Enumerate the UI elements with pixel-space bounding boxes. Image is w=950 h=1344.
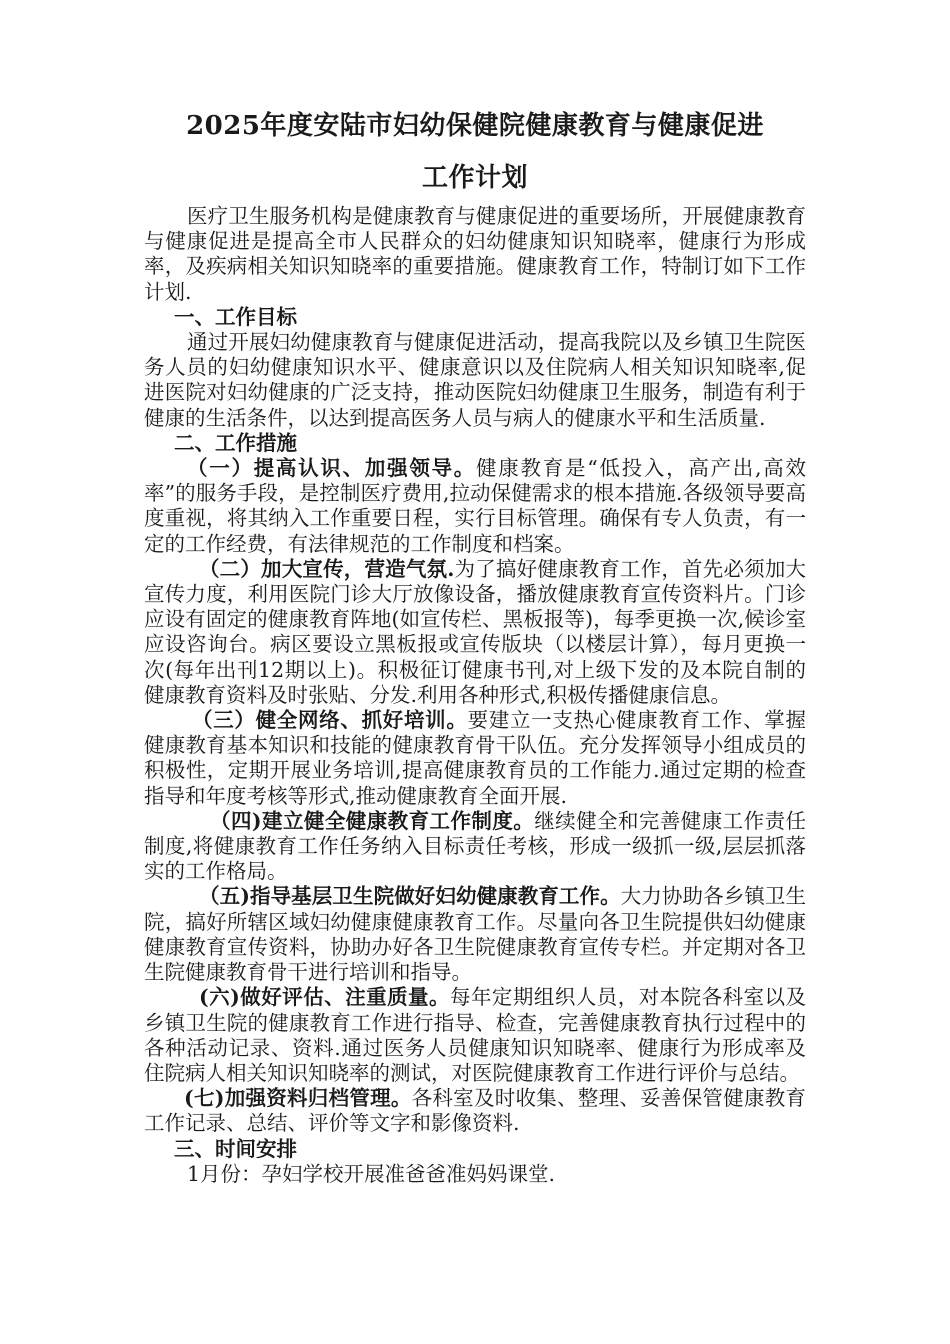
measure-item-7-text: 各科室及时收集、整理、妥善保管健康教育工作记录、总结、评价等文字和影像资料. [144, 1086, 806, 1136]
title-line-2: 工作计划 [421, 163, 528, 193]
measure-item-5-text: 大力协助各乡镇卫生院，搞好所辖区域妇幼健康健康教育工作。尽量向各卫生院提供妇幼健康健康教育宣传资料，协助办好各卫生院健康教育宣传专栏。并定期对各卫生院健康教育骨干进行培训和指导。 [144, 884, 807, 985]
measure-item-1 [144, 456, 806, 557]
measure-item-3-text: 要建立一支热心健康教育工作、掌握健康教育基本知识和技能的健康教育骨干队伍。充分发挥领导小组成员的积极性，定期开展业务培训,提高健康教育员的工作能力.通过定期的检查指导和年度考核等形式,推动健康教育全面开展. [144, 708, 807, 808]
measure-item-6 [144, 985, 806, 1086]
measure-item-1-lead: （一）提高认识、加强领导。 [187, 456, 477, 481]
section-heading-schedule: 三、时间安排 [174, 1136, 297, 1161]
measure-item-7 [144, 1086, 806, 1136]
document-title [144, 100, 806, 204]
section-heading-goals: 一、工作目标 [174, 304, 297, 329]
intro-paragraph: 医疗卫生服务机构是健康教育与健康促进的重要场所，开展健康教育与健康促进是提高全市人民群众的妇幼健康知识知晓率，健康行为形成率，及疾病相关知识知晓率的重要措施。健康教育工作，特制订如下工作计划. [144, 204, 806, 304]
schedule-paragraph: 1月份：孕妇学校开展准爸爸准妈妈课堂. [187, 1161, 556, 1186]
measure-item-2-lead: （二）加大宣传，营造气氛. [199, 556, 455, 581]
measure-item-4-lead: （四)建立健全健康教育工作制度。 [210, 808, 535, 833]
measure-item-4 [144, 809, 806, 885]
measure-item-5-lead: （五)指导基层卫生院做好妇幼健康教育工作。 [199, 884, 621, 909]
measure-item-2 [144, 557, 806, 708]
measure-item-7-lead: (七)加强资料归档管理。 [184, 1086, 412, 1111]
measure-item-3-lead: （三）健全网络、抓好培训。 [192, 708, 468, 733]
measure-item-1-text: 健康教育是“低投入，高产出,高效率”的服务手段，是控制医疗费用,拉动保健需求的根本措施.各级领导要高度重视，将其纳入工作重要日程，实行目标管理。确保有专人负责，有一定的工作经费，有法律规范的工作制度和档案。 [144, 456, 807, 556]
section-heading-measures: 二、工作措施 [174, 430, 297, 455]
measure-item-6-text: 每年定期组织人员，对本院各科室以及乡镇卫生院的健康教育工作进行指导、检查，完善健康教育执行过程中的各种活动记录、资料.通过医务人员健康知识知晓率、健康行为形成率及住院病人相关知识知晓率的测试，对医院健康教育工作进行评价与总结。 [144, 985, 806, 1085]
measure-item-4-text: 继续健全和完善健康工作责任制度,将健康教育工作任务纳入目标责任考核，形成一级抓一级,层层抓落实的工作格局。 [144, 808, 807, 884]
goals-paragraph: 通过开展妇幼健康教育与健康促进活动，提高我院以及乡镇卫生院医务人员的妇幼健康知识水平、健康意识以及住院病人相关知识知晓率,促进医院对妇幼健康的广泛支持，推动医院妇幼健康卫生服务，制造有利于健康的生活条件，以达到提高医务人员与病人的健康水平和生活质量. [144, 330, 806, 430]
title-line-1: 2025年度安陆市妇幼保健院健康教育与健康促进 [186, 111, 764, 141]
measure-item-2-text: 为了搞好健康教育工作，首先必须加大宣传力度，利用医院门诊大厅放像设备，播放健康教育宣传资料片。门诊应设有固定的健康教育阵地(如宣传栏、黑板报等)，每季更换一次,候诊室应设咨询台。病区要设立黑板报或宣传版块（以楼层计算），每月更换一次(每年出刊12期以上)。积极征订健康书刊,对上级下发的及本院自制的健康教育资料及时张贴、分发.利用各种形式,积极传播健康信息。 [144, 556, 807, 707]
measure-item-5 [144, 884, 806, 985]
document-page [144, 100, 806, 1187]
measure-item-3 [144, 708, 806, 809]
measure-item-6-lead: (六)做好评估、注重质量。 [199, 985, 450, 1010]
